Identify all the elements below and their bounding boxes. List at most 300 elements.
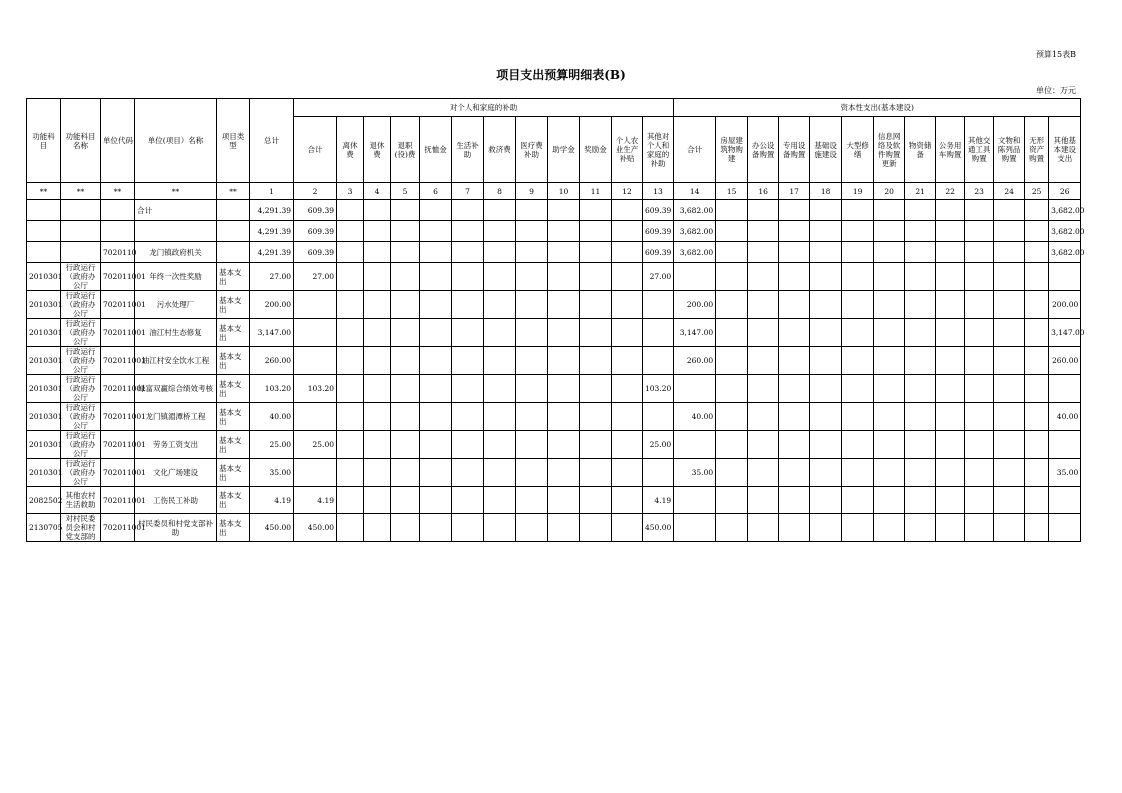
cell-empty [484,263,516,291]
cell-total: 260.00 [250,347,294,375]
cell-empty [364,242,391,263]
cell-empty [612,347,643,375]
cell-unit-name: 文化广场建设 [135,459,217,487]
cell-empty [874,431,905,459]
cell-empty [612,431,643,459]
cell-func-name: 其他农村生活救助 [61,487,101,514]
cell-empty [874,221,905,242]
cell-empty [1025,375,1049,403]
cell-empty [548,347,580,375]
cell-empty [779,221,810,242]
cell-a-other [643,347,674,375]
cell-empty [391,459,420,487]
index-cell: 17 [779,183,810,200]
cell-empty [516,487,548,514]
cell-empty [905,487,936,514]
cell-empty [337,431,364,459]
cell-empty [1025,514,1049,542]
index-cell: ** [101,183,135,200]
cell-empty [965,242,994,263]
cell-unit-code: 702011001 [101,431,135,459]
cell-empty [1025,347,1049,375]
table-row [27,403,1081,431]
cell-proj-type [217,200,250,221]
cell-empty [337,291,364,319]
subcol-header: 合计 [294,117,337,183]
index-cell: 23 [965,183,994,200]
cell-func-code [27,242,61,263]
cell-func-code: 2082502 [27,487,61,514]
subcol-header: 退休费 [364,117,391,183]
index-cell: ** [135,183,217,200]
cell-func-name: 行政运行（政府办公厅 [61,347,101,375]
table-row [27,200,1081,221]
index-cell: ** [217,183,250,200]
cell-empty [484,514,516,542]
subcol-header: 奖励金 [580,117,612,183]
cell-empty [484,487,516,514]
cell-empty [965,459,994,487]
cell-empty [842,242,874,263]
cell-empty [936,487,965,514]
index-cell: 3 [337,183,364,200]
cell-empty [1025,291,1049,319]
cell-empty [748,200,779,221]
cell-func-name: 行政运行（政府办公厅 [61,403,101,431]
cell-empty [364,200,391,221]
cell-empty [994,291,1025,319]
cell-empty [580,487,612,514]
cell-empty [580,431,612,459]
cell-empty [516,375,548,403]
cell-a-total: 103.20 [294,375,337,403]
cell-unit-name: 劳务工资支出 [135,431,217,459]
cell-b-total: 3,682.00 [674,242,716,263]
cell-empty [452,347,484,375]
cell-b-other [1049,431,1081,459]
subcol-header: 生活补助 [452,117,484,183]
cell-empty [420,347,452,375]
cell-b-other: 3,682.00 [1049,221,1081,242]
cell-empty [965,263,994,291]
subcol-header: 离休费 [337,117,364,183]
cell-empty [612,319,643,347]
cell-unit-name: 龙门镇湄潭桥工程 [135,403,217,431]
cell-empty [548,514,580,542]
cell-empty [842,263,874,291]
cell-b-other [1049,514,1081,542]
cell-empty [364,514,391,542]
cell-empty [810,263,842,291]
cell-total: 35.00 [250,459,294,487]
table-row [27,459,1081,487]
cell-empty [874,200,905,221]
cell-empty [842,431,874,459]
cell-a-total: 25.00 [294,431,337,459]
cell-func-name: 行政运行（政府办公厅 [61,431,101,459]
cell-empty [391,347,420,375]
cell-empty [994,403,1025,431]
cell-unit-name: 合计 [135,200,217,221]
subcol-header: 救济费 [484,117,516,183]
cell-a-total [294,459,337,487]
index-cell: 18 [810,183,842,200]
cell-empty [874,375,905,403]
cell-empty [965,431,994,459]
cell-a-other: 609.39 [643,242,674,263]
index-cell: 10 [548,183,580,200]
cell-empty [452,242,484,263]
cell-empty [748,263,779,291]
cell-a-other: 609.39 [643,200,674,221]
cell-empty [580,242,612,263]
cell-empty [548,200,580,221]
cell-total: 4,291.39 [250,221,294,242]
budget-table [26,98,1085,542]
cell-empty [612,514,643,542]
cell-empty [548,431,580,459]
cell-empty [874,403,905,431]
cell-empty [337,242,364,263]
cell-empty [1025,319,1049,347]
cell-empty [748,221,779,242]
cell-empty [842,347,874,375]
cell-empty [810,487,842,514]
cell-empty [420,459,452,487]
cell-unit-name: 年终一次性奖励 [135,263,217,291]
cell-empty [905,263,936,291]
cell-a-other: 4.19 [643,487,674,514]
cell-empty [905,431,936,459]
cell-b-total [674,431,716,459]
cell-empty [1025,221,1049,242]
cell-empty [748,431,779,459]
cell-func-code: 2010301 [27,263,61,291]
index-cell: 4 [364,183,391,200]
cell-empty [364,347,391,375]
cell-a-other [643,291,674,319]
cell-unit-code: 702011001 [101,403,135,431]
cell-empty [810,459,842,487]
cell-empty [842,487,874,514]
table-row [27,487,1081,514]
cell-func-code: 2130705 [27,514,61,542]
cell-empty [994,487,1025,514]
cell-total: 450.00 [250,514,294,542]
cell-total: 3,147.00 [250,319,294,347]
cell-func-name: 行政运行（政府办公厅 [61,319,101,347]
cell-b-total [674,375,716,403]
index-cell: ** [61,183,101,200]
cell-empty [452,403,484,431]
cell-a-other [643,459,674,487]
cell-empty [420,487,452,514]
cell-empty [452,514,484,542]
cell-proj-type: 基本支出 [217,459,250,487]
cell-empty [452,291,484,319]
cell-b-total: 35.00 [674,459,716,487]
cell-proj-type: 基本支出 [217,263,250,291]
cell-empty [716,291,748,319]
cell-empty [842,403,874,431]
cell-empty [337,221,364,242]
cell-empty [337,347,364,375]
cell-func-name: 行政运行（政府办公厅 [61,375,101,403]
index-cell: 22 [936,183,965,200]
cell-proj-type [217,221,250,242]
cell-empty [748,459,779,487]
cell-empty [716,514,748,542]
cell-empty [484,319,516,347]
cell-empty [965,319,994,347]
col-func-name: 功能科目名称 [61,99,101,183]
cell-unit-name [135,221,217,242]
cell-empty [337,487,364,514]
cell-func-name: 行政运行（政府办公厅 [61,263,101,291]
cell-empty [779,431,810,459]
cell-func-code: 2010301 [27,459,61,487]
subcol-header: 公务用车购置 [936,117,965,183]
cell-unit-name: 龙门镇政府机关 [135,242,217,263]
cell-a-other [643,319,674,347]
cell-proj-type: 基本支出 [217,291,250,319]
cell-empty [484,375,516,403]
index-cell: 9 [516,183,548,200]
cell-b-other: 40.00 [1049,403,1081,431]
cell-empty [612,221,643,242]
cell-proj-type [217,242,250,263]
index-cell: 8 [484,183,516,200]
cell-empty [548,291,580,319]
cell-b-other: 3,147.00 [1049,319,1081,347]
cell-empty [842,319,874,347]
cell-unit-code: 702011001 [101,319,135,347]
subcol-header: 医疗费补助 [516,117,548,183]
cell-empty [905,319,936,347]
cell-empty [516,319,548,347]
cell-empty [452,487,484,514]
cell-empty [548,221,580,242]
cell-empty [364,459,391,487]
cell-empty [1025,263,1049,291]
group-personal-subsidy: 对个人和家庭的补助 [294,99,674,117]
cell-empty [516,221,548,242]
cell-empty [484,459,516,487]
cell-empty [452,431,484,459]
cell-empty [391,319,420,347]
table-row [27,431,1081,459]
cell-empty [391,487,420,514]
cell-empty [484,221,516,242]
cell-proj-type: 基本支出 [217,514,250,542]
cell-proj-type: 基本支出 [217,319,250,347]
cell-empty [364,319,391,347]
cell-a-total: 27.00 [294,263,337,291]
cell-empty [580,291,612,319]
cell-empty [337,200,364,221]
cell-empty [420,403,452,431]
index-cell: ** [27,183,61,200]
cell-empty [580,375,612,403]
cell-unit-name: 工伤民工补助 [135,487,217,514]
cell-empty [779,200,810,221]
cell-total: 4,291.39 [250,242,294,263]
cell-b-total: 260.00 [674,347,716,375]
cell-empty [580,403,612,431]
cell-a-total: 4.19 [294,487,337,514]
cell-func-name [61,242,101,263]
cell-b-other: 35.00 [1049,459,1081,487]
cell-func-name: 行政运行（政府办公厅 [61,291,101,319]
cell-empty [842,291,874,319]
cell-empty [905,291,936,319]
cell-empty [516,403,548,431]
cell-unit-name: 油江村安全饮水工程 [135,347,217,375]
cell-empty [936,514,965,542]
cell-empty [548,487,580,514]
index-cell: 12 [612,183,643,200]
cell-empty [965,514,994,542]
cell-empty [994,242,1025,263]
cell-a-total: 609.39 [294,200,337,221]
cell-empty [874,263,905,291]
cell-empty [420,221,452,242]
cell-empty [810,291,842,319]
cell-empty [391,200,420,221]
table-row [27,263,1081,291]
cell-empty [484,291,516,319]
cell-a-total: 609.39 [294,242,337,263]
cell-empty [905,375,936,403]
cell-empty [874,291,905,319]
cell-a-other: 27.00 [643,263,674,291]
cell-empty [391,375,420,403]
unit-label: 单位：万元 [1036,86,1076,95]
subcol-header: 其他基本建设支出 [1049,117,1081,183]
index-cell: 15 [716,183,748,200]
cell-empty [965,347,994,375]
cell-b-other [1049,487,1081,514]
cell-a-total [294,319,337,347]
cell-empty [842,200,874,221]
cell-empty [391,221,420,242]
cell-empty [994,347,1025,375]
group-capital-expenditure: 资本性支出(基本建设) [674,99,1081,117]
cell-empty [452,221,484,242]
cell-empty [936,431,965,459]
cell-empty [810,514,842,542]
table-row [27,221,1081,242]
cell-empty [484,200,516,221]
cell-empty [516,291,548,319]
cell-empty [842,221,874,242]
cell-empty [516,242,548,263]
cell-empty [420,291,452,319]
cell-empty [516,200,548,221]
cell-a-total: 609.39 [294,221,337,242]
cell-b-total [674,487,716,514]
cell-empty [965,221,994,242]
cell-empty [994,221,1025,242]
cell-empty [810,403,842,431]
subcol-header: 房屋建筑物购建 [716,117,748,183]
cell-empty [337,514,364,542]
cell-b-total: 3,682.00 [674,221,716,242]
cell-b-other [1049,263,1081,291]
index-cell: 16 [748,183,779,200]
cell-b-total: 40.00 [674,403,716,431]
cell-empty [779,487,810,514]
subcol-header: 文物和陈列品购置 [994,117,1025,183]
cell-empty [716,403,748,431]
table-row [27,242,1081,263]
cell-a-other: 25.00 [643,431,674,459]
cell-empty [779,242,810,263]
cell-unit-code: 702011001 [101,514,135,542]
cell-empty [905,403,936,431]
cell-empty [420,514,452,542]
subcol-header: 信息网络及软件购置更新 [874,117,905,183]
subcol-header: 助学金 [548,117,580,183]
cell-a-other: 103.20 [643,375,674,403]
cell-empty [874,319,905,347]
cell-empty [936,403,965,431]
cell-empty [716,319,748,347]
cell-empty [420,319,452,347]
cell-empty [580,263,612,291]
cell-a-total: 450.00 [294,514,337,542]
cell-empty [337,403,364,431]
cell-b-total: 3,147.00 [674,319,716,347]
cell-a-total [294,403,337,431]
cell-empty [779,514,810,542]
cell-func-name [61,200,101,221]
index-cell: 7 [452,183,484,200]
cell-empty [994,263,1025,291]
cell-unit-name: 油江村生态修复 [135,319,217,347]
table-row [27,347,1081,375]
cell-unit-name: 村民委员和村党支部补助 [135,514,217,542]
cell-total: 200.00 [250,291,294,319]
cell-b-total: 200.00 [674,291,716,319]
cell-empty [936,319,965,347]
cell-empty [936,221,965,242]
cell-empty [580,347,612,375]
cell-empty [810,221,842,242]
cell-empty [452,200,484,221]
table-row [27,319,1081,347]
subcol-header: 专用设备购置 [779,117,810,183]
cell-empty [612,403,643,431]
subcol-header: 办公设备购置 [748,117,779,183]
cell-empty [874,347,905,375]
cell-empty [516,459,548,487]
cell-empty [1025,487,1049,514]
cell-func-code: 2010301 [27,403,61,431]
cell-empty [612,459,643,487]
cell-empty [842,375,874,403]
cell-proj-type: 基本支出 [217,347,250,375]
cell-empty [1025,200,1049,221]
cell-unit-code [101,200,135,221]
cell-empty [965,375,994,403]
cell-a-other: 450.00 [643,514,674,542]
cell-empty [1025,431,1049,459]
cell-empty [548,403,580,431]
cell-empty [748,487,779,514]
cell-empty [516,347,548,375]
index-cell: 5 [391,183,420,200]
